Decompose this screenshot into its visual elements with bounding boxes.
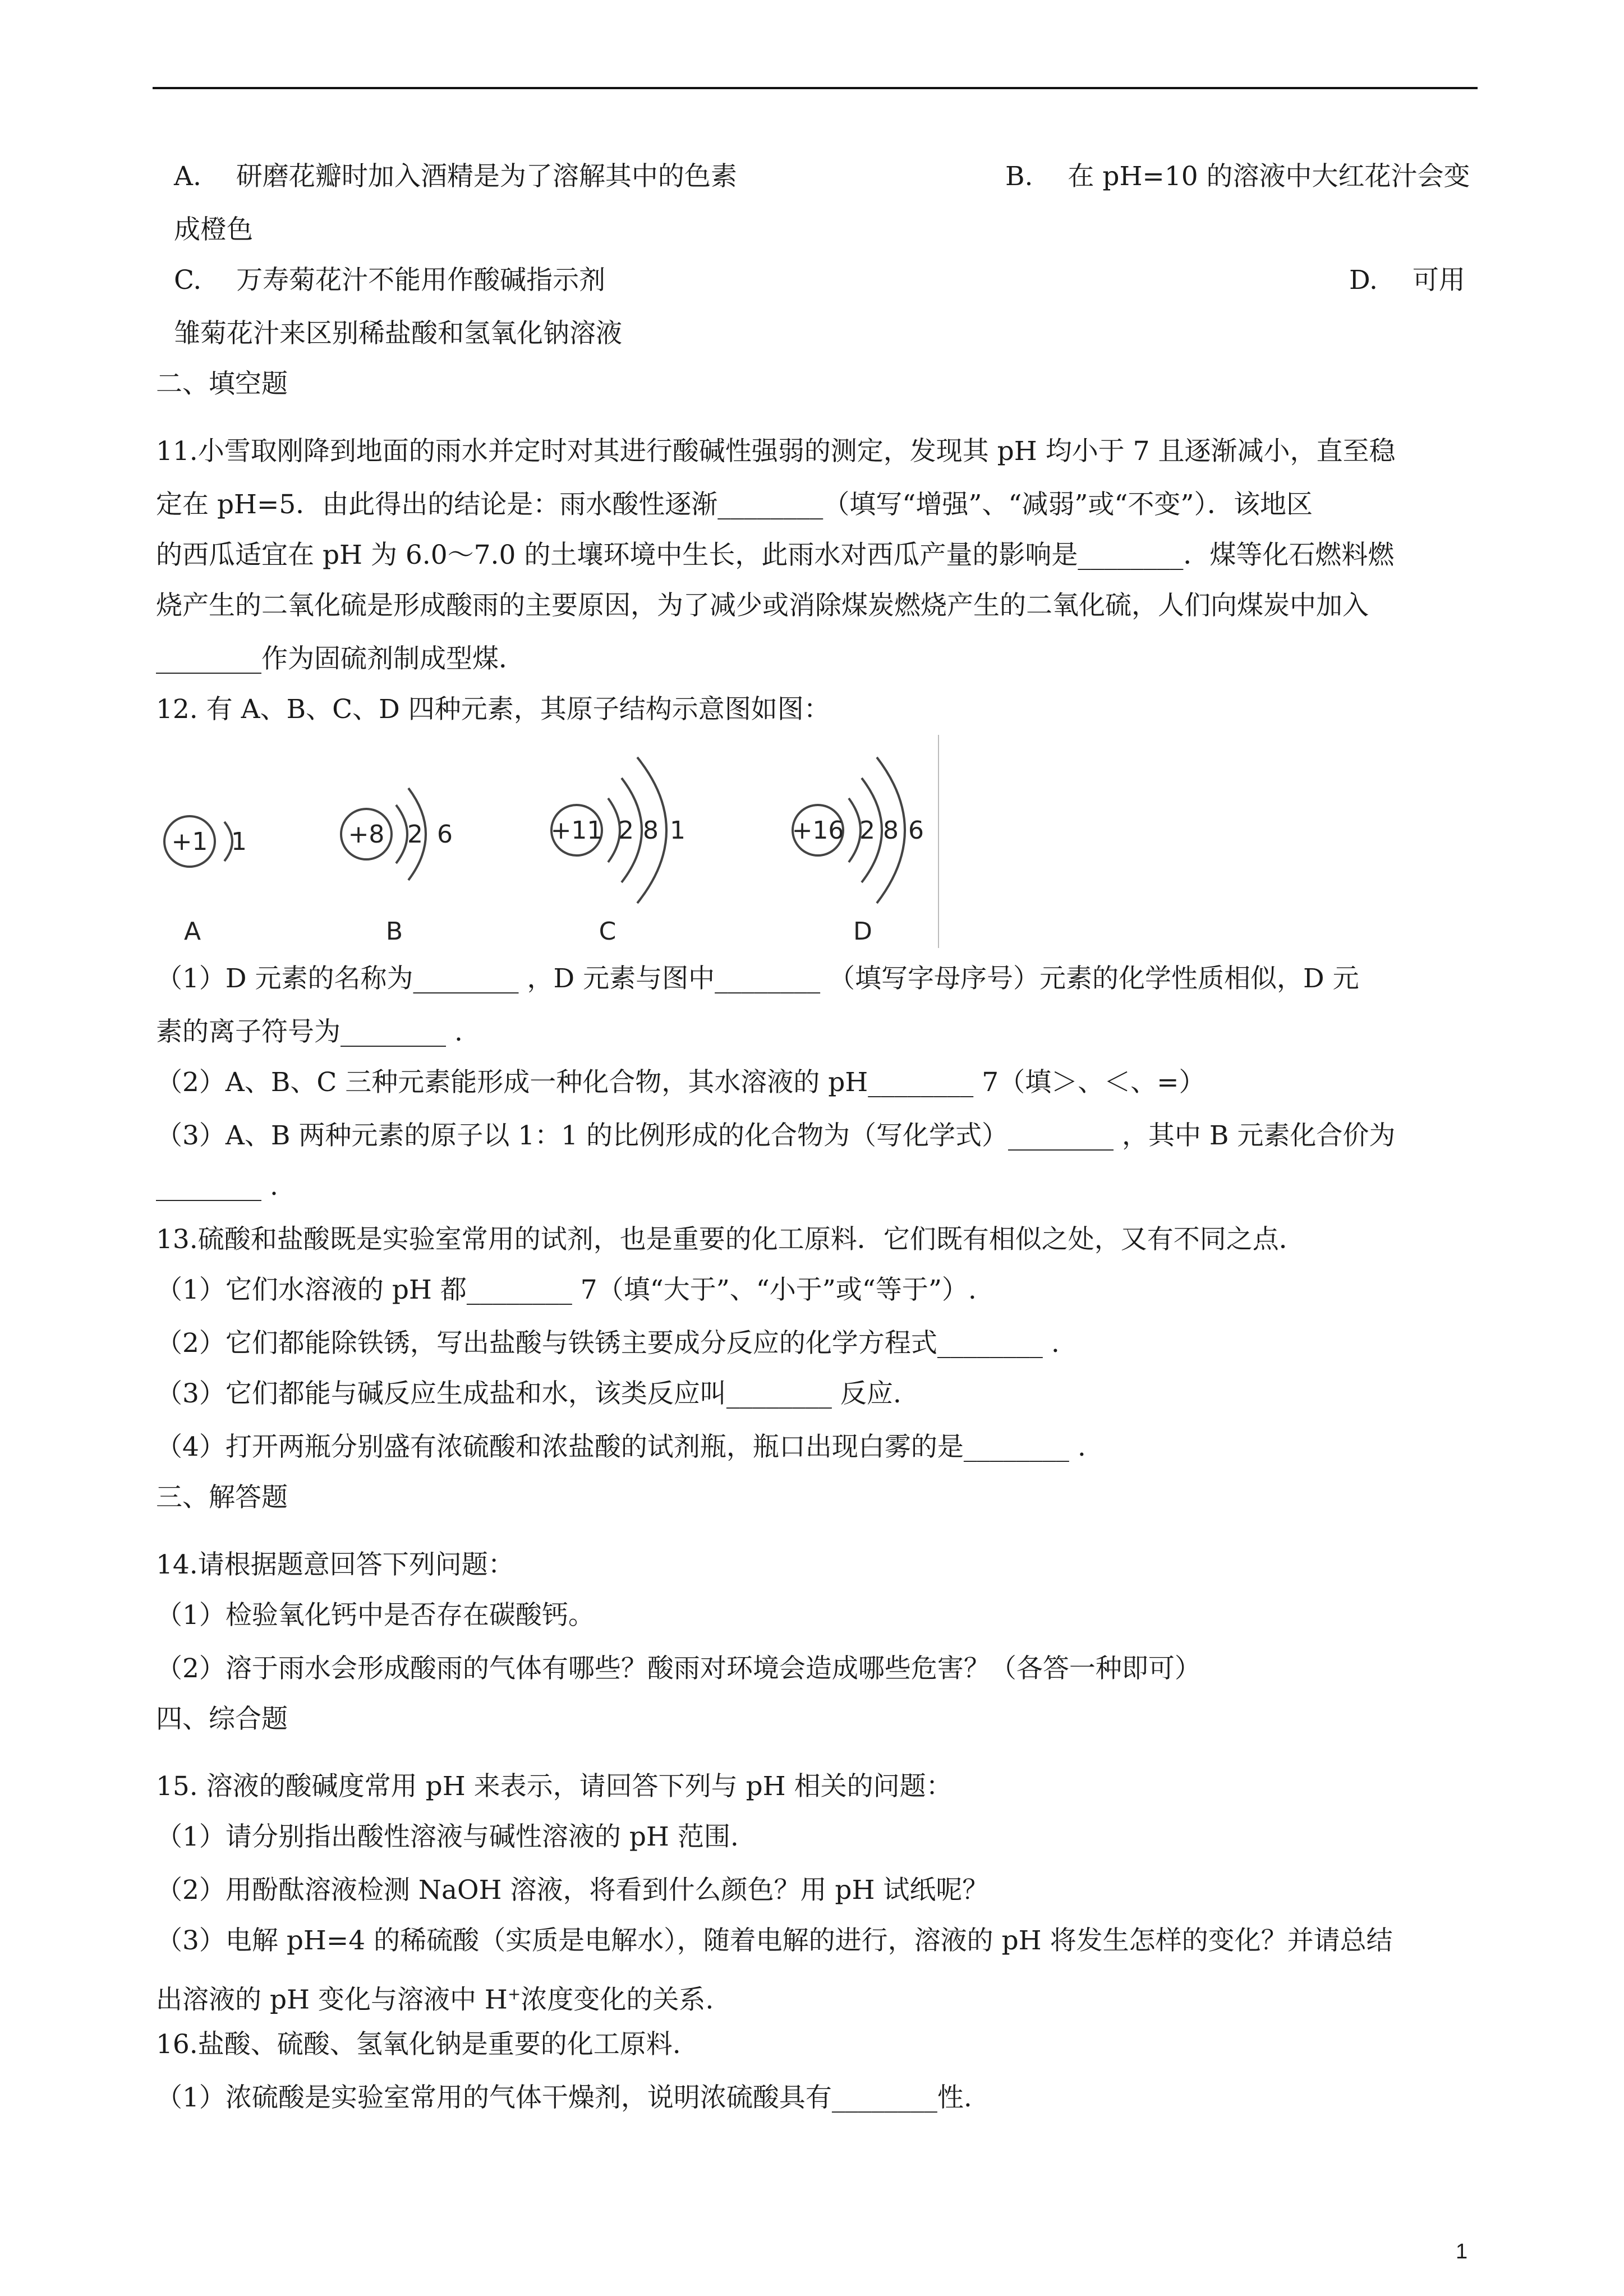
q13-part-4: （4）打开两瓶分别盛有浓硫酸和浓盐酸的试剂瓶，瓶口出现白雾的是________ . [156,1432,1086,1462]
atomic-structure-diagram [156,732,941,951]
q15-part-3-text-b: 浓度变化的关系. [521,1984,714,2016]
atom-b-nucleus: +8 [348,820,385,849]
atom-d-shell-2: 8 [883,816,899,845]
atom-a-label: A [183,917,201,946]
q11-line-3: 的西瓜适宜在 pH 为 6.0～7.0 的土壤环境中生长，此雨水对西瓜产量的影响是________．煤等化石燃料燃 [156,540,1395,570]
q16-stem: 16.盐酸、硫酸、氢氧化钠是重要的化工原料. [156,2029,681,2060]
atom-d-label: D [853,917,872,946]
q12-part-3-line-2: ________ . [156,1171,278,1202]
q11-line-2: 定在 pH=5．由此得出的结论是：雨水酸性逐渐________（填写“增强”、“减弱”或“不变”）．该地区 [156,489,1313,520]
q15-part-3-line-1: （3）电解 pH=4 的稀硫酸（实质是电解水），随着电解的进行，溶液的 pH 将发生怎样的变化？并请总结 [156,1925,1393,1956]
q15-part-3-line-2 [156,1977,714,2017]
q12-part-2: （2）A、B、C 三种元素能形成一种化合物，其水溶液的 pH________ 7（填＞、＜、=） [156,1067,1206,1098]
q12-stem: 12. 有 A、B、C、D 四种元素，其原子结构示意图如图： [156,694,830,725]
atom-c-shell-1: 2 [618,816,634,845]
q14-stem: 14.请根据题意回答下列问题： [156,1549,514,1580]
q11-line-4: 烧产生的二氧化硫是形成酸雨的主要原因，为了减少或消除煤炭燃烧产生的二氧化硫，人们向煤炭中加入 [156,590,1369,621]
q15-part-1: （1）请分别指出酸性溶液与碱性溶液的 pH 范围. [156,1821,739,1852]
q11-line-1: 11.小雪取刚降到地面的雨水并定时对其进行酸碱性强弱的测定，发现其 pH 均小于 7 且逐渐减小，直至稳 [156,436,1396,467]
q13-stem: 13.硫酸和盐酸既是实验室常用的试剂，也是重要的化工原料．它们既有相似之处，又有不同之点． [156,1224,1305,1255]
q12-part-3-line-1: （3）A、B 两种元素的原子以 1：1 的比例形成的化合物为（写化学式）________ ，其中 B 元素化合价为 [156,1120,1396,1151]
atom-b-shell-2: 6 [437,820,453,849]
option-c: C. 万寿菊花汁不能用作酸碱指示剂 [174,265,606,296]
atom-c-shell-2: 8 [643,816,659,845]
q15-part-3-text-a: 出溶液的 pH 变化与溶液中 H [156,1984,508,2016]
q15-stem: 15. 溶液的酸碱度常用 pH 来表示，请回答下列与 pH 相关的问题： [156,1771,953,1802]
q13-part-3: （3）它们都能与碱反应生成盐和水，该类反应叫________ 反应. [156,1378,901,1409]
q12-part-1-line-2: 素的离子符号为________ . [156,1016,463,1047]
hydrogen-ion-charge: + [507,1985,521,2003]
atom-d-nucleus: +16 [792,816,844,845]
atom-d-shell-3: 6 [908,816,924,845]
atom-c-shell-3: 1 [670,816,686,845]
section-heading-fill: 二、填空题 [156,369,288,399]
q11-line-5: ________作为固硫剂制成型煤． [156,643,525,674]
atom-b-shell-1: 2 [407,820,423,849]
option-d: D. 可用 [1349,265,1465,296]
section-heading-comprehensive: 四、综合题 [156,1704,288,1734]
option-a: A. 研磨花瓣时加入酒精是为了溶解其中的色素 [174,161,737,192]
q14-part-1: （1）检验氧化钙中是否存在碳酸钙。 [156,1600,595,1631]
atom-d-shell-1: 2 [859,816,875,845]
atom-c-label: C [599,917,617,946]
page-number: 1 [1456,2240,1468,2263]
q15-part-2: （2）用酚酞溶液检测 NaOH 溶液，将看到什么颜色？用 pH 试纸呢？ [156,1875,989,1906]
atom-b-label: B [385,917,403,946]
atom-a-shell-1: 1 [231,827,247,856]
header-rule [153,87,1478,89]
atom-a-nucleus: +1 [171,827,208,856]
q13-part-2: （2）它们都能除铁锈，写出盐酸与铁锈主要成分反应的化学方程式________ . [156,1328,1060,1359]
q16-part-1: （1）浓硫酸是实验室常用的气体干燥剂，说明浓硫酸具有________性. [156,2082,972,2113]
option-d-continued: 雏菊花汁来区别稀盐酸和氢氧化钠溶液 [174,318,622,349]
q13-part-1: （1）它们水溶液的 pH 都________ 7（填“大于”、“小于”或“等于”）. [156,1274,977,1305]
option-b: B. 在 pH=10 的溶液中大红花汁会变 [1005,161,1470,192]
atom-c-nucleus: +11 [550,816,603,845]
q12-part-1-line-1: （1）D 元素的名称为________ ，D 元素与图中________ （填写字母序号）元素的化学性质相似，D 元 [156,963,1359,994]
option-b-continued: 成橙色 [174,214,253,245]
q14-part-2: （2）溶于雨水会形成酸雨的气体有哪些？酸雨对环境会造成哪些危害？（各答一种即可） [156,1653,1201,1684]
section-heading-answer: 三、解答题 [156,1482,288,1513]
